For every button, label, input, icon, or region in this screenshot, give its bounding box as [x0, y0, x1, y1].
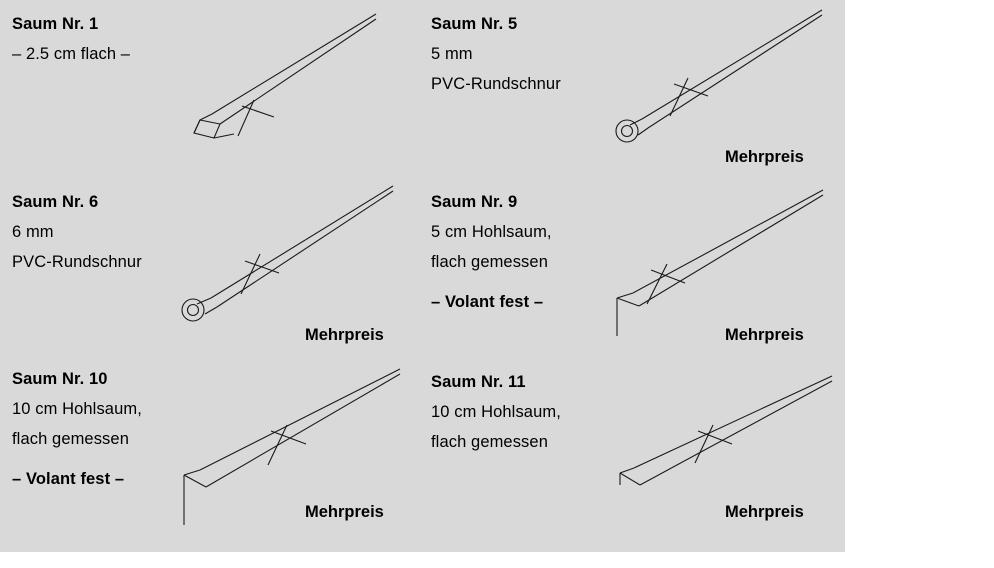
item-title: Saum Nr. 9	[431, 193, 518, 211]
item-line-3: – Volant fest –	[431, 293, 544, 311]
surcharge-label: Mehrpreis	[725, 326, 804, 344]
item-line-2: PVC-Rundschnur	[12, 253, 142, 271]
item-title: Saum Nr. 10	[12, 370, 108, 388]
item-line-1: 5 cm Hohlsaum,	[431, 223, 552, 241]
item-line-3: – Volant fest –	[12, 470, 125, 488]
drawing-pvc-cord-5mm	[600, 4, 840, 149]
item-line-1: 10 cm Hohlsaum,	[12, 400, 142, 418]
item-line-2: flach gemessen	[12, 430, 129, 448]
item-title: Saum Nr. 11	[431, 373, 526, 391]
drawing-flat-hem-2-5cm	[180, 10, 410, 150]
item-line-1: 10 cm Hohlsaum,	[431, 403, 561, 421]
item-line-1: – 2.5 cm flach –	[12, 45, 131, 63]
item-line-2: flach gemessen	[431, 253, 548, 271]
item-title: Saum Nr. 6	[12, 193, 99, 211]
item-title: Saum Nr. 1	[12, 15, 99, 33]
item-saum-10	[0, 355, 420, 552]
item-line-2: flach gemessen	[431, 433, 548, 451]
item-saum-11	[420, 358, 845, 552]
drawing-pvc-cord-6mm	[165, 186, 410, 331]
item-saum-5	[420, 0, 845, 175]
drawing-hollow-hem-5cm	[595, 188, 840, 338]
item-title: Saum Nr. 5	[431, 15, 518, 33]
surcharge-label: Mehrpreis	[305, 326, 384, 344]
item-saum-1	[0, 0, 420, 175]
item-line-1: 5 mm	[431, 45, 473, 63]
item-saum-9	[420, 178, 845, 353]
item-line-2: PVC-Rundschnur	[431, 75, 561, 93]
surcharge-label: Mehrpreis	[725, 503, 804, 521]
item-line-1: 6 mm	[12, 223, 54, 241]
surcharge-label: Mehrpreis	[725, 148, 804, 166]
drawing-hollow-hem-10cm	[600, 368, 845, 518]
surcharge-label: Mehrpreis	[305, 503, 384, 521]
item-saum-6	[0, 178, 420, 353]
